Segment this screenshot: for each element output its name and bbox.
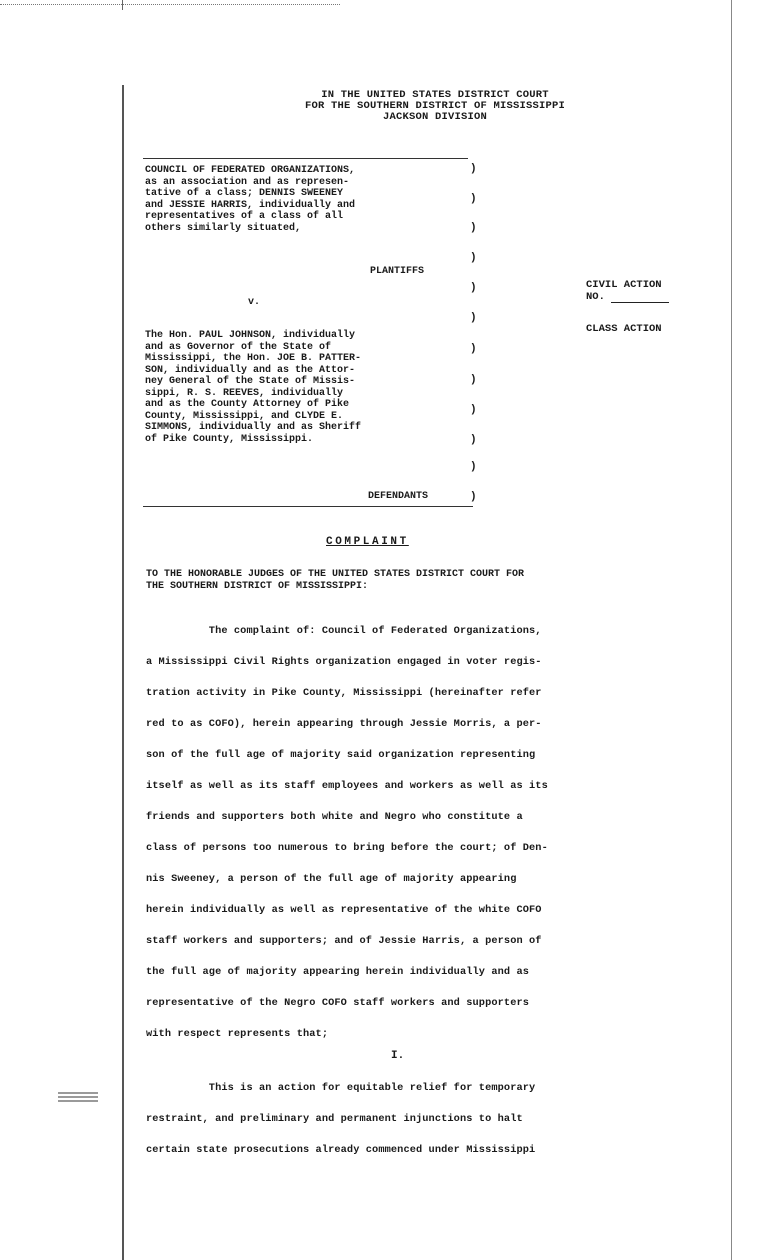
body-line: representative of the Negro COFO staff workers and supporters: [146, 997, 530, 1009]
body-line: class of persons too numerous to bring before the court; of Den-: [146, 842, 548, 854]
body-line: tration activity in Pike County, Mississippi (hereinafter refer: [146, 687, 542, 699]
body-line: friends and supporters both white and Negro who constitute a: [146, 811, 523, 823]
box-top-line: [143, 158, 468, 159]
defendants-line: County, Mississippi, and CLYDE E.: [145, 410, 344, 422]
defendants-line: The Hon. PAUL JOHNSON, individually: [145, 330, 356, 341]
defendants-line: of Pike County, Mississippi.: [145, 433, 314, 445]
right-margin-bar: [731, 0, 732, 1260]
bracket: ): [470, 222, 477, 234]
body-line: red to as COFO), herein appearing through Jessie Morris, a per-: [146, 718, 542, 730]
scan-smudge: [58, 1100, 98, 1102]
body-line: itself as well as its staff employees and workers as well as its: [146, 780, 548, 792]
defendants-line: SIMMONS, individually and as Sheriff: [145, 422, 362, 433]
plaintiffs-line: as an association and as represen-: [145, 176, 350, 188]
bracket: ): [470, 491, 477, 503]
section-number: I.: [391, 1050, 405, 1062]
complaint-title: COMPLAINT: [326, 536, 409, 548]
court-caption: [140, 90, 730, 123]
plaintiffs-line: others similarly situated,: [145, 222, 302, 234]
scan-smudge: [58, 1096, 98, 1098]
plaintiffs-block: [145, 165, 475, 234]
salutation: [146, 569, 731, 592]
civil-action-no: [586, 291, 669, 303]
defendants-label: DEFENDANTS: [368, 491, 429, 502]
body-line: staff workers and supporters; and of Jessie Harris, a person of: [146, 935, 542, 947]
plaintiffs-label: PLANTIFFS: [370, 266, 425, 277]
body-line: certain state prosecutions already commenced under Mississippi: [146, 1144, 536, 1156]
plaintiffs-line: COUNCIL OF FEDERATED ORGANIZATIONS,: [145, 165, 356, 176]
defendants-line: and as Governor of the State of: [145, 341, 332, 353]
bracket: ): [470, 163, 477, 175]
box-bottom-line: [143, 506, 473, 507]
bracket: ): [470, 404, 477, 416]
class-action-label: CLASS ACTION: [586, 323, 662, 335]
body-line: nis Sweeney, a person of the full age of majority appearing: [146, 873, 517, 885]
versus-label: v.: [248, 297, 261, 308]
case-number-blank: [611, 294, 669, 303]
body-line: a Mississippi Civil Rights organization engaged in voter regis-: [146, 656, 542, 668]
civil-action-line1: CIVIL ACTION: [586, 279, 662, 291]
salutation-line: THE SOUTHERN DISTRICT OF MISSISSIPPI:: [146, 580, 369, 592]
defendants-line: sippi, R. S. REEVES, individually: [145, 387, 344, 399]
defendants-line: SON, individually and as the Attor-: [145, 364, 356, 376]
bracket: ): [470, 252, 477, 264]
top-tick-left: [122, 0, 123, 10]
plaintiffs-line: and JESSIE HARRIS, individually and: [145, 199, 356, 211]
plaintiffs-line: representatives of a class of all: [145, 211, 344, 222]
caption-line: JACKSON DIVISION: [382, 111, 488, 123]
defendants-block: [145, 330, 475, 445]
body-line: the full age of majority appearing herein individually and as: [146, 966, 530, 978]
body-line: The complaint of: Council of Federated Organizations,: [146, 625, 542, 637]
body-line: restraint, and preliminary and permanent injunctions to halt: [146, 1113, 523, 1125]
bracket: ): [470, 343, 477, 355]
bracket: ): [470, 434, 477, 446]
defendants-line: ney General of the State of Missis-: [145, 376, 356, 387]
bracket: ): [470, 312, 477, 324]
caption-line: FOR THE SOUTHERN DISTRICT OF MISSISSIPPI: [304, 100, 566, 112]
body-line: herein individually as well as representative of the white COFO: [146, 904, 542, 916]
scan-smudge: [58, 1092, 98, 1094]
civil-action-no-label: NO.: [586, 291, 605, 303]
bracket: ): [470, 461, 477, 473]
caption-line: IN THE UNITED STATES DISTRICT COURT: [321, 89, 549, 101]
plaintiffs-line: tative of a class; DENNIS SWEENEY: [145, 188, 344, 199]
defendants-line: Mississippi, the Hon. JOE B. PATTER-: [145, 353, 362, 364]
body-line: son of the full age of majority said organization representing: [146, 749, 536, 761]
top-dotted-rule: [0, 4, 340, 5]
bracket: ): [470, 374, 477, 386]
body-line: with respect represents that;: [146, 1028, 329, 1040]
salutation-line: TO THE HONORABLE JUDGES OF THE UNITED STATES DISTRICT COURT FOR: [146, 569, 525, 580]
body-line: This is an action for equitable relief for temporary: [146, 1082, 536, 1094]
left-margin-bar: [122, 85, 124, 1260]
bracket: ): [470, 193, 477, 205]
bracket: ): [470, 282, 477, 294]
defendants-line: and as the County Attorney of Pike: [145, 399, 350, 410]
civil-action-block: [586, 279, 669, 335]
